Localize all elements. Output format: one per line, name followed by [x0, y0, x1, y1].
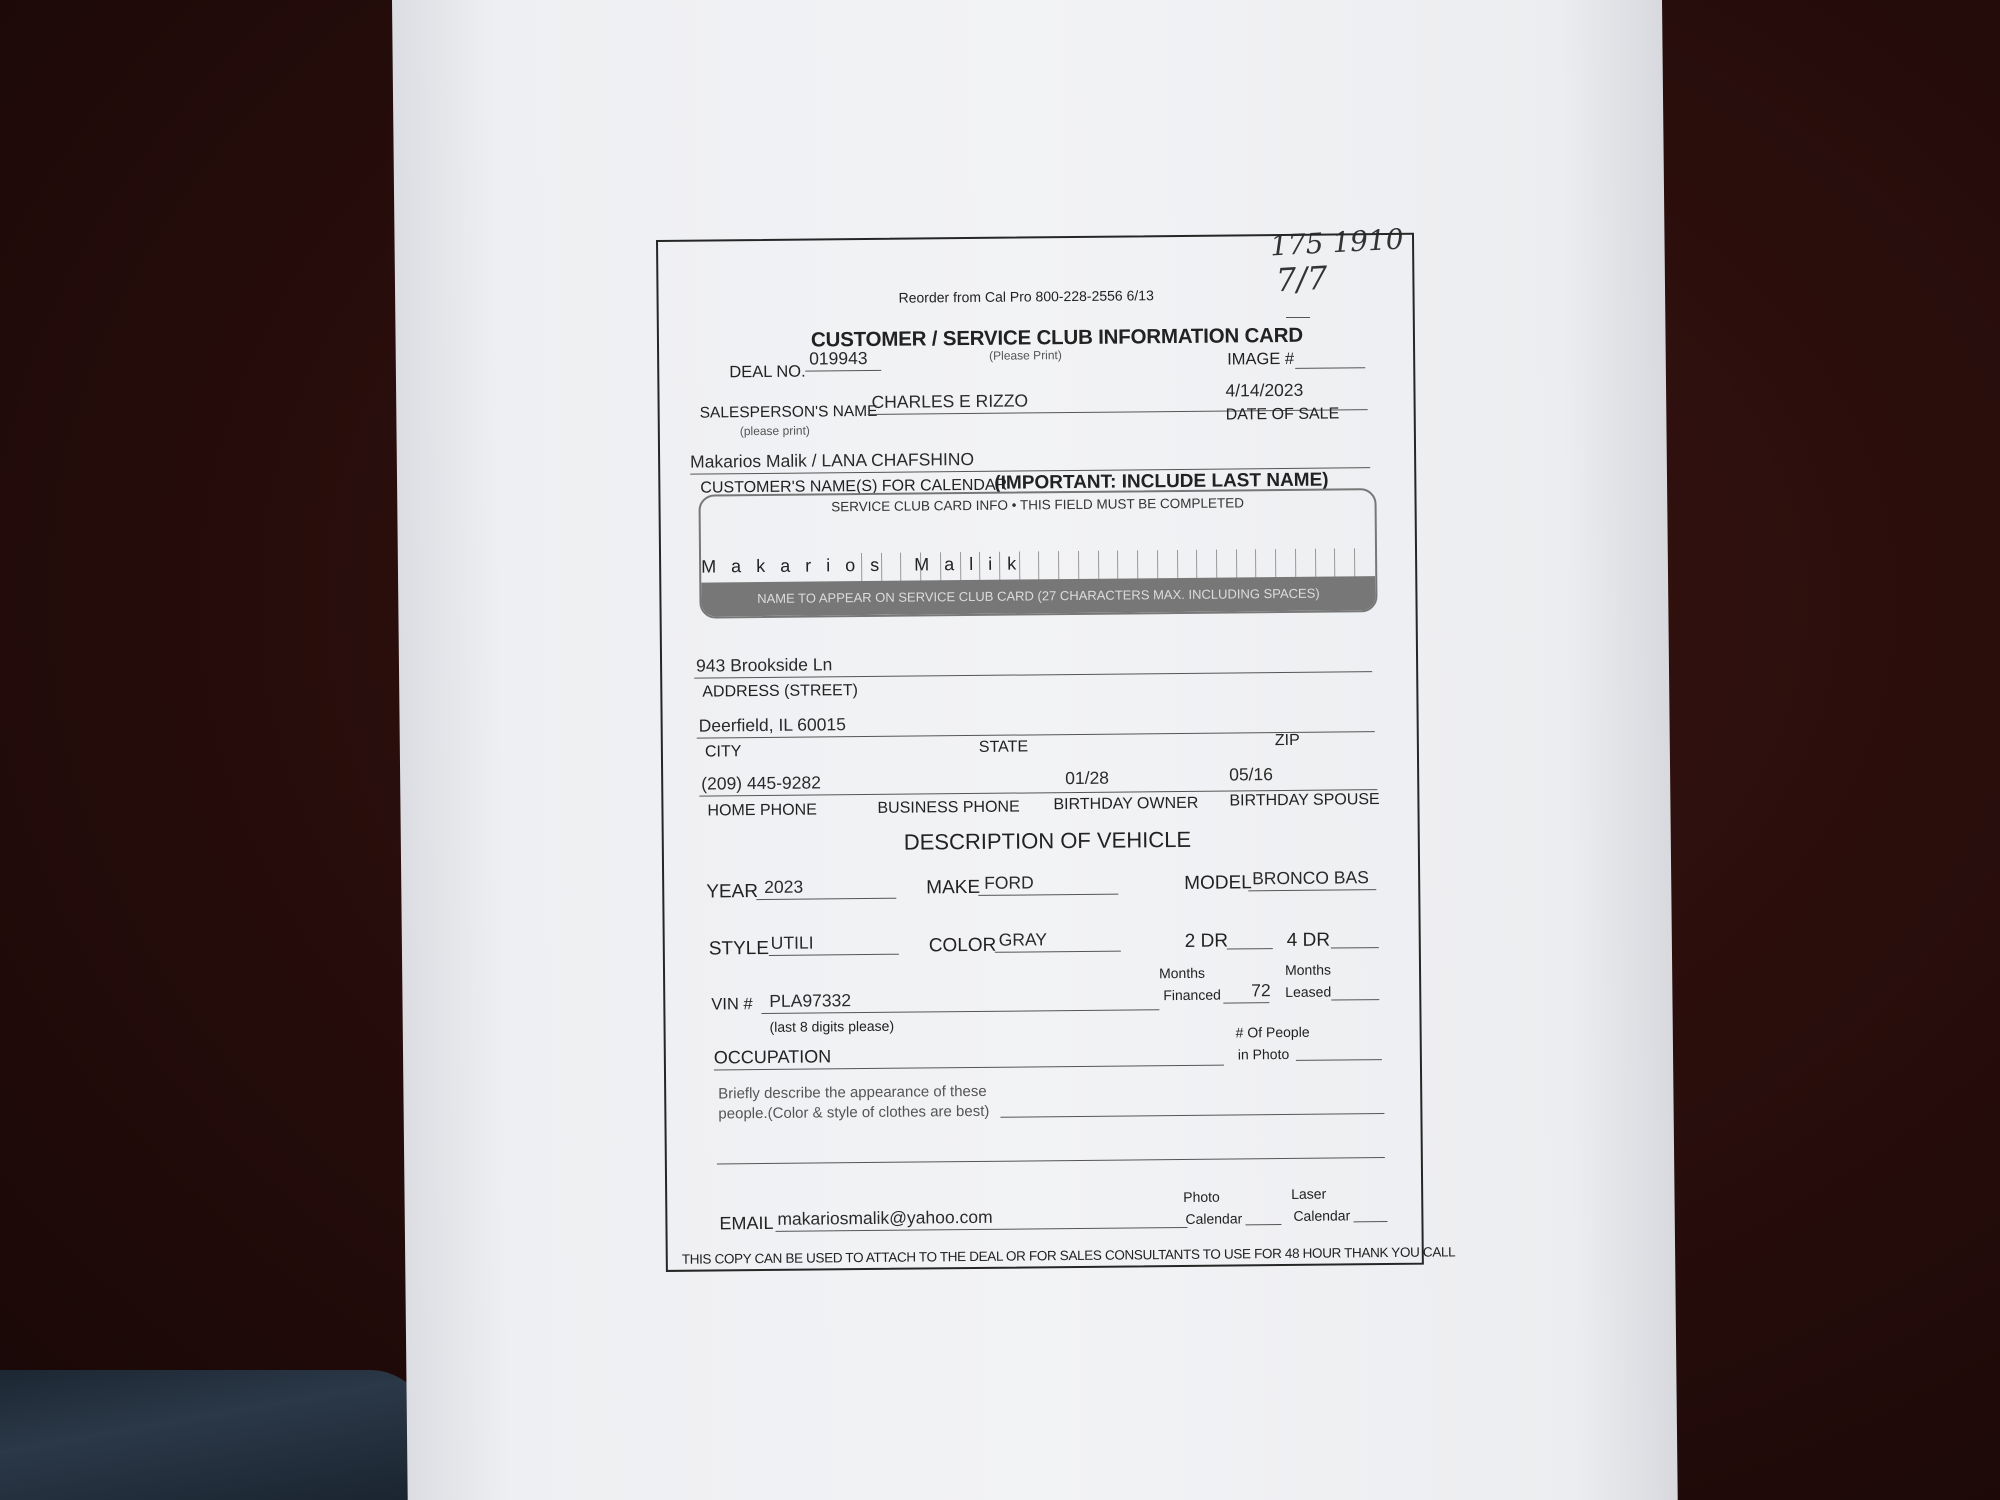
- important-note: (IMPORTANT: INCLUDE LAST NAME): [994, 469, 1329, 494]
- birthday-owner-label: BIRTHDAY OWNER: [1053, 794, 1199, 814]
- customer-names-value: Makarios Malik / LANA CHAFSHINO: [690, 448, 975, 472]
- handwritten-note-1: 175 1910: [1269, 222, 1405, 263]
- vin-value: PLA97332: [769, 990, 852, 1011]
- handwritten-note-2: 7/7: [1275, 258, 1329, 300]
- birthday-spouse-label: BIRTHDAY SPOUSE: [1229, 791, 1380, 810]
- deal-no-value: 019943: [809, 347, 868, 369]
- deal-no-line: [805, 370, 881, 372]
- salesperson-hint: (please print): [739, 423, 810, 439]
- date-of-sale-label: DATE OF SALE: [1225, 405, 1340, 424]
- information-card: [656, 233, 1456, 1272]
- deal-no-label: DEAL NO.: [729, 362, 806, 382]
- model-line: [1248, 889, 1376, 891]
- please-print-hint: (Please Print): [989, 348, 1062, 363]
- service-club-card-box: [698, 488, 1377, 619]
- street-label: ADDRESS (STREET): [702, 682, 858, 701]
- photo-calendar-label-1: Photo: [1183, 1188, 1220, 1205]
- vin-hint: (last 8 digits please): [769, 1017, 895, 1035]
- reorder-text: Reorder from Cal Pro 800-228-2556 6/13: [898, 287, 1154, 306]
- make-value: FORD: [984, 872, 1034, 893]
- people-count-label: # Of People: [1235, 1023, 1310, 1041]
- two-door-line: [1227, 948, 1273, 949]
- service-club-card-name: Makarios Malik: [701, 553, 1032, 577]
- footer-note: THIS COPY CAN BE USED TO ATTACH TO THE DEAL OR FOR SALES CONSULTANTS TO USE FOR 48 HOUR THANK YOU CALL: [681, 1244, 1456, 1267]
- laser-calendar-label-1: Laser: [1291, 1185, 1327, 1202]
- people-count-line: [1296, 1059, 1382, 1061]
- describe-text-1: Briefly describe the appearance of these: [718, 1082, 987, 1103]
- date-of-sale-value: 4/14/2023: [1225, 379, 1304, 401]
- customer-names-label: CUSTOMER'S NAME(S) FOR CALENDAR: [700, 476, 1008, 497]
- months-leased-label-1: Months: [1284, 961, 1332, 978]
- color-line: [995, 951, 1121, 953]
- photo-calendar-line: [1245, 1224, 1281, 1225]
- city-label: CITY: [704, 743, 742, 761]
- email-value: makariosmalik@yahoo.com: [777, 1206, 993, 1229]
- months-leased-line: [1331, 999, 1379, 1000]
- birthday-spouse-value: 05/16: [1229, 764, 1274, 785]
- months-financed-label-1: Months: [1158, 964, 1206, 982]
- style-value: UTILI: [770, 932, 814, 953]
- image-no-line: [1295, 367, 1365, 369]
- financed-label: Financed: [1163, 986, 1221, 1004]
- year-value: 2023: [764, 876, 804, 897]
- city-state-zip-value: Deerfield, IL 60015: [698, 714, 846, 736]
- model-label: MODEL: [1184, 872, 1252, 894]
- image-no-label: IMAGE #: [1227, 349, 1295, 369]
- describe-line-1: [1000, 1113, 1384, 1118]
- model-value: BRONCO BAS: [1252, 867, 1369, 889]
- months-financed-value: 72: [1251, 980, 1271, 1001]
- months-financed-line: [1223, 1002, 1269, 1003]
- state-label: STATE: [978, 738, 1029, 756]
- home-phone-value: (209) 445-9282: [701, 772, 821, 794]
- year-line: [756, 898, 896, 900]
- photo-calendar-label-2: Calendar: [1185, 1210, 1243, 1227]
- style-line: [769, 954, 899, 956]
- color-label: COLOR: [928, 934, 997, 957]
- vehicle-section-title: DESCRIPTION OF VEHICLE: [903, 826, 1192, 855]
- vin-label: VIN #: [711, 995, 753, 1014]
- salesperson-label: SALESPERSON'S NAME: [699, 402, 878, 422]
- service-club-card-bar: NAME TO APPEAR ON SERVICE CLUB CARD (27 CHARACTERS MAX. INCLUDING SPACES): [701, 576, 1375, 616]
- salesperson-value: CHARLES E RIZZO: [871, 390, 1029, 412]
- four-door-label: 4 DR: [1286, 929, 1331, 951]
- background-fabric: [0, 1370, 430, 1500]
- style-label: STYLE: [708, 937, 770, 960]
- in-photo-label: in Photo: [1237, 1045, 1290, 1063]
- describe-text-2: people.(Color & style of clothes are best): [718, 1102, 990, 1123]
- two-door-label: 2 DR: [1184, 930, 1229, 952]
- four-door-line: [1331, 947, 1379, 948]
- leased-label: Leased: [1285, 983, 1332, 1000]
- laser-calendar-label-2: Calendar: [1293, 1207, 1351, 1224]
- color-value: GRAY: [998, 929, 1048, 950]
- birthday-owner-value: 01/28: [1065, 767, 1110, 789]
- home-phone-label: HOME PHONE: [707, 801, 817, 820]
- laser-calendar-line: [1353, 1221, 1387, 1222]
- business-phone-label: BUSINESS PHONE: [877, 798, 1020, 817]
- street-value: 943 Brookside Ln: [695, 654, 833, 676]
- service-club-card-label: SERVICE CLUB CARD INFO • THIS FIELD MUST BE COMPLETED: [831, 495, 1245, 515]
- zip-label: ZIP: [1274, 731, 1300, 750]
- email-label: EMAIL: [719, 1212, 774, 1234]
- occupation-label: OCCUPATION: [713, 1046, 832, 1068]
- make-label: MAKE: [926, 876, 981, 899]
- make-line: [978, 894, 1118, 896]
- describe-line-2: [717, 1157, 1385, 1164]
- year-label: YEAR: [706, 881, 759, 903]
- form-title: CUSTOMER / SERVICE CLUB INFORMATION CARD: [810, 323, 1304, 352]
